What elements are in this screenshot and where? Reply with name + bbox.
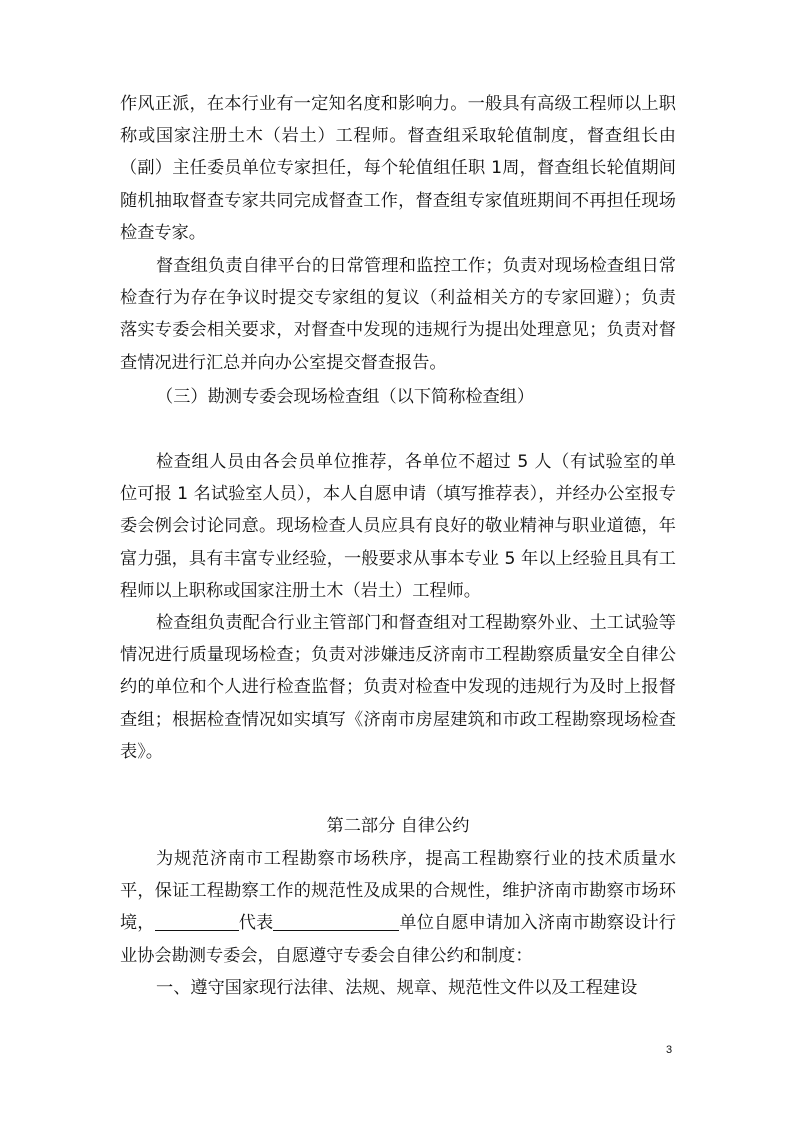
convention-intro-text-2: 代表 bbox=[238, 913, 274, 934]
convention-intro-text-1: 为规范济南市工程勘察市场秩序，提高工程勘察行业的技术质量水平，保证工程勘察工作的规范性及成果的合规性，维护济南市勘察市场环境， bbox=[120, 849, 676, 934]
paragraph-inspection-duties: 检查组负责配合行业主管部门和督查组对工程勘察外业、土工试验等情况进行质量现场检查；负责对涉嫌违反济南市工程勘察质量安全自律公约的单位和个人进行检查监督；负责对检查中发现的违规行为及时上报督查组；根据检查情况如实填写《济南市房屋建筑和市政工程勘察现场检查表》。 bbox=[120, 613, 676, 762]
representative-blank-line bbox=[155, 912, 239, 931]
unit-blank-line bbox=[273, 912, 399, 931]
subsection-heading-inspection-group: （三）勘测专委会现场检查组（以下简称检查组） bbox=[156, 387, 535, 407]
paragraph-convention-intro bbox=[120, 843, 676, 972]
paragraph-supervision-duties: 督查组负责自律平台的日常管理和监控工作；负责对现场检查组日常检查行为存在争议时提交专家组的复议（利益相关方的专家回避）；负责落实专委会相关要求，对督查中发现的违规行为提出处理意见；负责对督查情况进行汇总并向办公室提交督查报告。 bbox=[120, 256, 676, 373]
section-title: 第二部分 自律公约 bbox=[326, 816, 470, 836]
paragraph-inspection-members: 检查组人员由各会员单位推荐，各单位不超过 5 人（有试验室的单位可报 1 名试验室人员），本人自愿申请（填写推荐表），并经办公室报专委会例会讨论同意。现场检查人员应具有良好的敬业精神与职业道德，年富力强，具有丰富专业经验，一般要求从事本专业 5 年以上经验且具有工程师以上职称或国家注册土木（岩土）工程师。 bbox=[120, 452, 676, 601]
paragraph-supervision-members: 作风正派，在本行业有一定知名度和影响力。一般具有高级工程师以上职称或国家注册土木（岩土）工程师。督查组采取轮值制度，督查组长由（副）主任委员单位专家担任，每个轮值组任职 1周，督查组长轮值期间随机抽取督查专家共同完成督查工作，督查组专家值班期间不再担任现场检查专家。 bbox=[120, 94, 676, 243]
page-number: 3 bbox=[666, 1044, 673, 1056]
convention-intro-text-3: 单位自愿申请加入济南市勘察设计行业协会勘测专委会，自愿遵守专委会自律公约和制度： bbox=[120, 913, 676, 966]
paragraph-article-one: 一、遵守国家现行法律、法规、规章、规范性文件以及工程建设 bbox=[156, 978, 638, 998]
